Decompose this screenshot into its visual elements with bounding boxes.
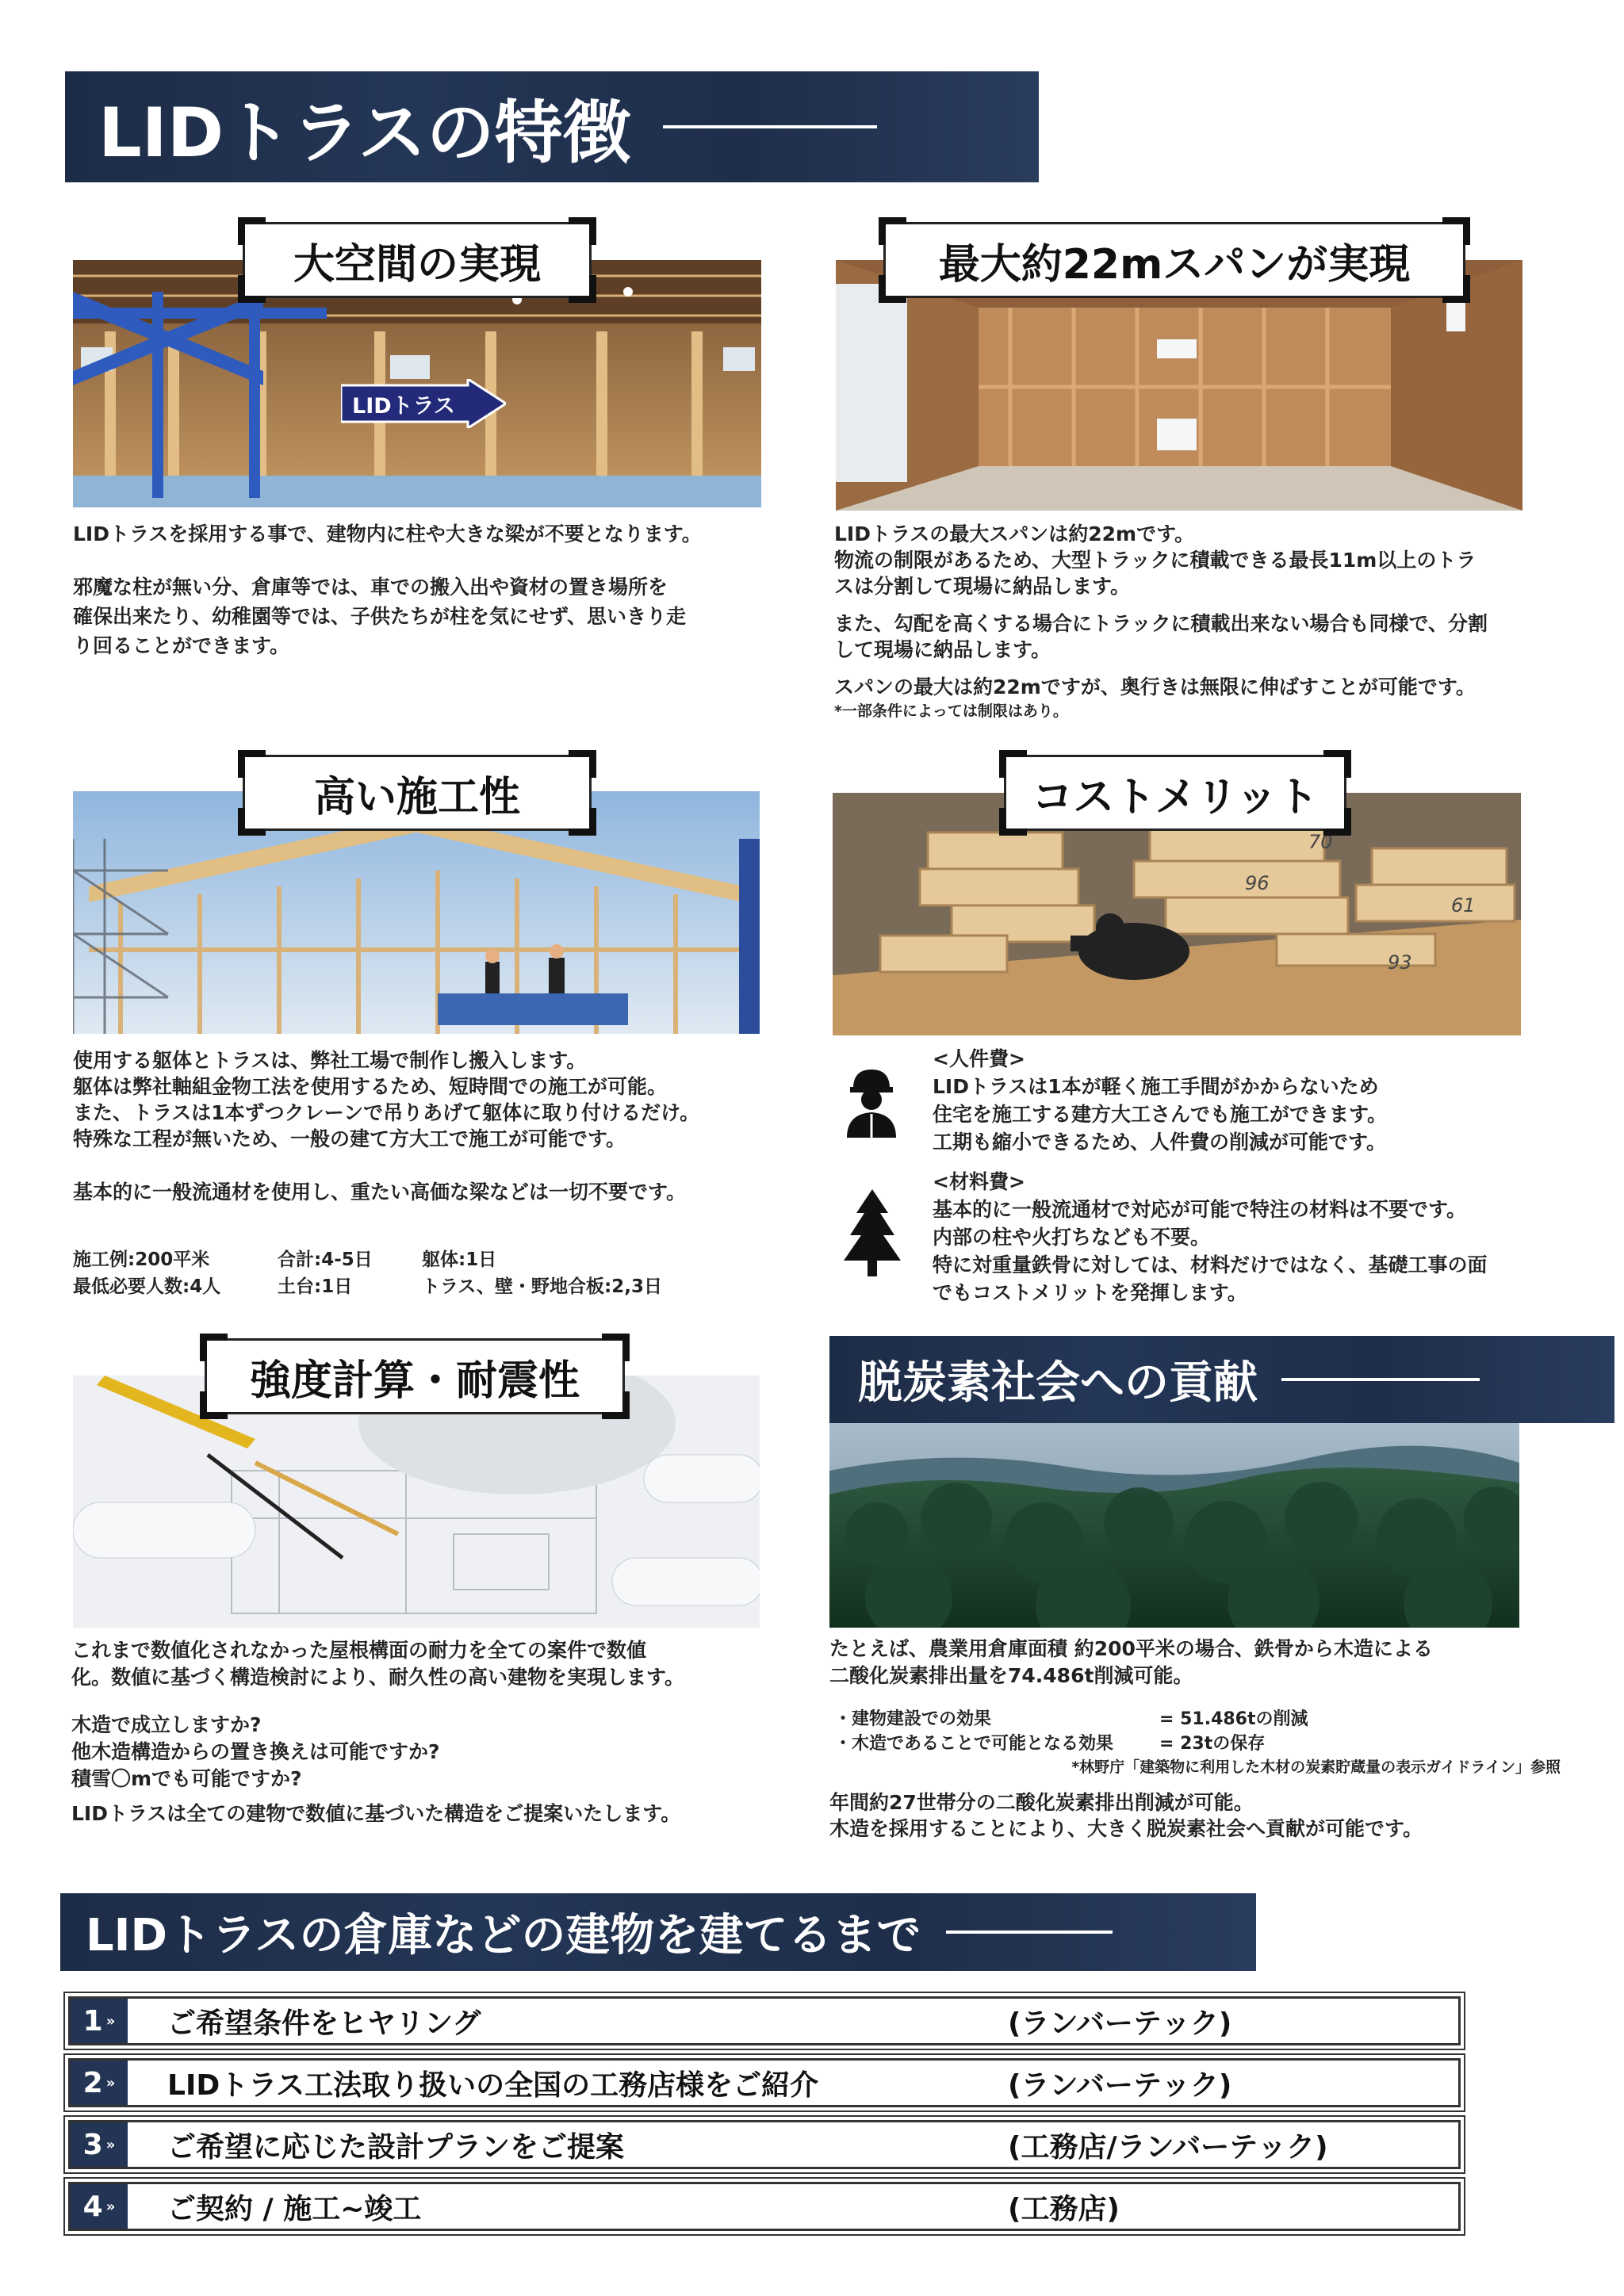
step-label: LIDトラス工法取り扱いの全国の工務店様をご紹介 bbox=[167, 2068, 819, 2102]
carbon-section-banner bbox=[829, 1336, 1614, 1423]
space-text: LIDトラスを採用する事で、建物内に柱や大きな梁が不要となります。 邪魔な柱が無い分、倉庫等では、車での搬入出や資材の置き場所を 確保出来たり、幼稚園等では、子供たちが柱を気にせず、思いきり走 り回ることができます。 bbox=[73, 522, 702, 657]
cost-section-title: コストメリット bbox=[1004, 755, 1346, 831]
cost-labor-text: <人件費> LIDトラスは1本が軽く施工手間がかからないため 住宅を施工する建方大工さんでも施工ができます。 工期も縮小できるため、人件費の削減が可能です。 bbox=[933, 1047, 1388, 1154]
step-owner: (ランバーテック) bbox=[1008, 2068, 1232, 2102]
carbon-closing: 年間約27世帯分の二酸化炭素排出削減が可能。 木造を採用することにより、大きく脱炭素社会へ貢献が可能です。 bbox=[829, 1791, 1423, 1840]
tree-icon bbox=[842, 1189, 902, 1276]
cost-material-text: <材料費> 基本的に一般流通材で対応が可能で特注の材料は不要です。 内部の柱や火打ちなども不要。 特に対重量鉄骨に対しては、材料だけではなく、基礎工事の面 でもコストメリットを発揮します。 bbox=[933, 1170, 1488, 1304]
span-section-title: 最大約22mスパンが実現 bbox=[883, 222, 1465, 298]
process-step bbox=[68, 2058, 1461, 2107]
carbon-source-note: *林野庁「建築物に利用した木材の炭素貯蔵量の表示ガイドライン」参照 bbox=[1071, 1758, 1561, 1776]
lid-truss-arrow-tag bbox=[341, 379, 506, 428]
lumber-mark-2: 96 bbox=[1245, 872, 1270, 894]
construction-section-title: 高い施工性 bbox=[243, 755, 592, 831]
construction-example-table: 施工例:200平米 合計:4-5日 躯体:1日 最低必要人数:4人 土台:1日 トラス、壁・野地合板:2,3日 bbox=[73, 1249, 662, 1297]
main-header-title: LIDトラスの特徴 bbox=[98, 94, 631, 173]
process-step bbox=[68, 1996, 1461, 2045]
lumber-mark-3: 61 bbox=[1451, 894, 1476, 916]
process-title: LIDトラスの倉庫などの建物を建てるまで bbox=[86, 1910, 921, 1961]
lid-truss-arrow-label: LIDトラス bbox=[352, 394, 455, 419]
lumber-mark-4: 93 bbox=[1388, 951, 1412, 974]
effect-row: ・木造であることで可能となる効果 = 23tの保存 bbox=[834, 1734, 1266, 1754]
carbon-text: たとえば、農業用倉庫面積 約200平米の場合、鉄骨から木造による 二酸化炭素排出量を74.486t削減可能。 bbox=[829, 1637, 1433, 1687]
lumber-mark-1: 70 bbox=[1308, 831, 1333, 853]
process-step bbox=[68, 2120, 1461, 2169]
span-text: LIDトラスの最大スパンは約22mです。 物流の制限があるため、大型トラックに積載できる最長11m以上のトラ スは分割して現場に納品します。 また、勾配を高くする場合にトラックに積載出来ない場合も同様で、分割 して現場に納品します。 スパンの最大は約22mですが、奥行きは無限に伸ばすことが可能です。 *一部条件によっては制限はあり。 bbox=[834, 521, 1548, 722]
process-banner bbox=[60, 1893, 1256, 1971]
construction-text: 使用する躯体とトラスは、弊社工場で制作し搬入します。 躯体は弊社軸組金物工法を使用するため、短時間での施工が可能。 また、トラスは1本ずつクレーンで吊りあげて躯体に取り付けるだけ。 特殊な工程が無いため、一般の建て方大工で施工が可能です。 基本的に一般流通材を使用し、重たい高価な梁などは一切不要です。 bbox=[73, 1049, 700, 1203]
step-owner: (ランバーテック) bbox=[1008, 2007, 1232, 2040]
main-header-banner bbox=[65, 71, 1039, 182]
step-label: ご希望条件をヒヤリング bbox=[167, 2007, 481, 2040]
strength-section-title: 強度計算・耐震性 bbox=[205, 1338, 625, 1414]
process-step bbox=[68, 2182, 1461, 2231]
step-owner: (工務店) bbox=[1008, 2192, 1120, 2225]
step-number-badge: 2 » bbox=[71, 2061, 128, 2105]
step-number-badge: 1 » bbox=[71, 1999, 128, 2043]
strength-text: これまで数値化されなかった屋根構面の耐力を全ての案件で数値 化。数値に基づく構造検討により、耐久性の高い建物を実現します。 木造で成立しますか? 他木造構造からの置き換えは可能ですか? 積雪〇mでも可能ですか? LIDトラスは全ての建物で数値に基づいた構造をご提案いたします。 bbox=[71, 1639, 685, 1825]
process-rule bbox=[946, 1931, 1113, 1934]
forest-photo bbox=[829, 1423, 1519, 1628]
worker-icon bbox=[844, 1065, 899, 1138]
step-label: ご契約 / 施工~竣工 bbox=[167, 2192, 422, 2225]
carbon-effects bbox=[834, 1707, 1580, 1778]
step-label: ご希望に応じた設計プランをご提案 bbox=[167, 2130, 625, 2164]
carbon-section-title: 脱炭素社会への貢献 bbox=[858, 1357, 1258, 1409]
carbon-rule bbox=[1281, 1378, 1480, 1381]
step-owner: (工務店/ランバーテック) bbox=[1008, 2130, 1328, 2164]
step-number-badge: 3 » bbox=[71, 2122, 128, 2167]
step-number-badge: 4 » bbox=[71, 2184, 128, 2229]
space-section-title: 大空間の実現 bbox=[243, 222, 592, 298]
span-note: *一部条件によっては制限はあり。 bbox=[834, 702, 1068, 720]
effect-row: ・建物建設での効果 = 51.486tの削減 bbox=[834, 1709, 1308, 1729]
header-rule bbox=[663, 125, 877, 128]
